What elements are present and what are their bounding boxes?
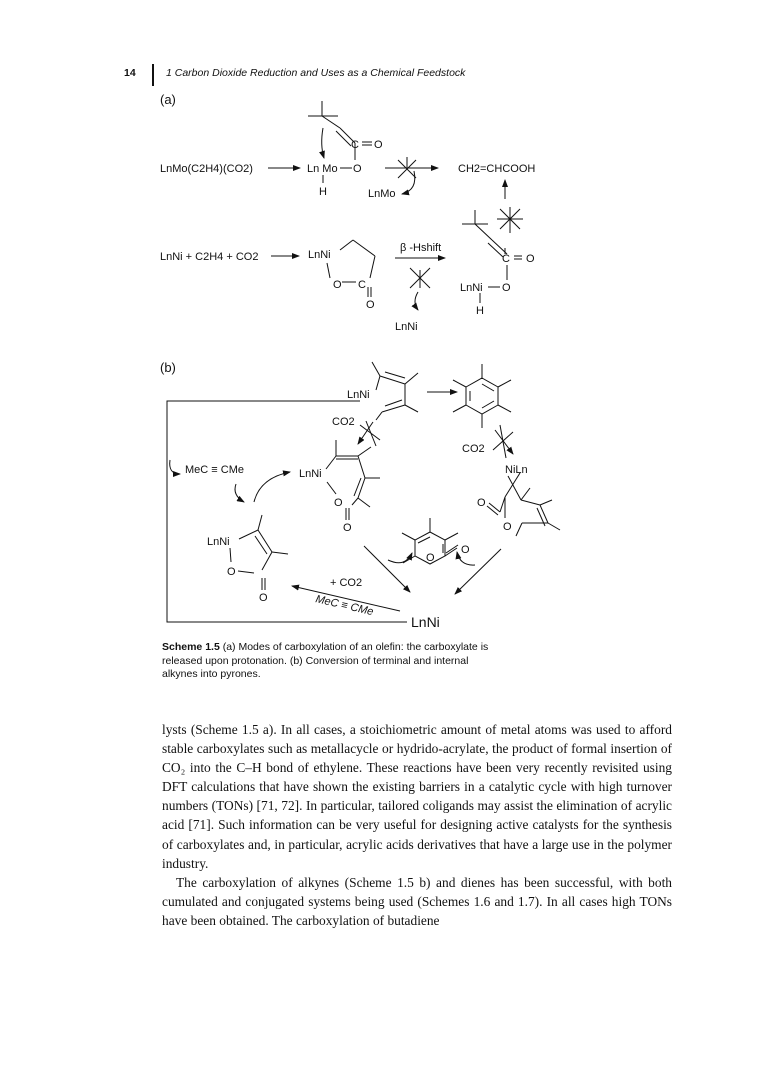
a1-oxygen: O	[353, 163, 362, 175]
b-seven-ring-metal: LnNi	[299, 468, 322, 480]
a1-recycled: LnMo	[368, 188, 396, 200]
a2-hydride: H	[476, 305, 484, 317]
b-five-ring-oxygen: O	[227, 566, 236, 578]
a2-shift-label: β -Hshift	[400, 242, 442, 254]
b-alkyne: MeC ≡ CMe	[185, 464, 244, 476]
a2-hydrido-metal: LnNi	[460, 282, 483, 294]
a2-hydrido-carbonyl-oxygen: O	[526, 253, 535, 265]
a1-mo-center: Ln Mo	[307, 163, 338, 175]
b-eta4-exo-oxygen: O	[477, 497, 486, 509]
a2-exo-oxygen: O	[366, 299, 375, 311]
b-eta4-ring-oxygen: O	[503, 521, 512, 533]
body-text	[162, 720, 672, 930]
a1-start: LnMo(C2H4)(CO2)	[160, 163, 253, 175]
b-seven-ring-exo-oxygen: O	[343, 522, 352, 534]
panel-a-label: (a)	[160, 92, 176, 107]
a2-recycled: LnNi	[395, 321, 418, 333]
a2-start: LnNi + C2H4 + CO2	[160, 251, 259, 263]
body-paragraph-2: The carboxylation of alkynes (Scheme 1.5 b) and dienes has been successful, with both cumulated and conjugated systems being used (Schemes 1.6 and 1.7). In all cases high TONs have been obtained. The carboxylation of butadiene	[162, 874, 672, 928]
a1-hydride: H	[319, 186, 327, 198]
b-pyrone-ring-oxygen: O	[426, 552, 435, 564]
b-five-ring-exo-oxygen: O	[259, 592, 268, 604]
b-arrow-lower-label: MeC ≡ CMe	[314, 593, 375, 619]
a1-carbonyl-oxygen: O	[374, 139, 383, 151]
b-catalyst: LnNi	[411, 614, 440, 630]
scheme-caption	[162, 641, 502, 682]
a2-ring-oxygen: O	[333, 279, 342, 291]
page-number: 14	[124, 67, 136, 79]
b-co2-left: CO2	[332, 416, 355, 428]
b-ni-cyclopentadiene-metal: LnNi	[347, 389, 370, 401]
a2-hydrido-carbon: C	[502, 253, 510, 265]
a1-carbonyl-carbon: C	[351, 139, 359, 151]
body-paragraph-1: lysts (Scheme 1.5 a). In all cases, a stoichiometric amount of metal atoms was used to afford stable carboxylates such as metallacycle or hydrido-acrylate, the product of formal insertion of CO₂ into the C–H bond of ethylene. These reactions have been very recently revisited using DFT calculations that have shown the existing barriers in a catalytic cycle with high turnover numbers (TONs) [71, 72]. In particular, tailored coligands may assist the elimination of acrylic acid [71]. Such information can be very useful for designing active catalysts for the synthesis of carboxylates and, in particular, acrylic acids derivatives that have a large use in the polymer industry.	[162, 722, 672, 871]
b-co2-right: CO2	[462, 443, 485, 455]
a2-hydrido-oxygen: O	[502, 282, 511, 294]
running-title: 1 Carbon Dioxide Reduction and Uses as a Chemical Feedstock	[166, 67, 466, 79]
b-arrow-upper-label: + CO2	[330, 577, 363, 589]
b-seven-ring-oxygen: O	[334, 497, 343, 509]
caption-text: (a) Modes of carboxylation of an olefin: the carboxylate is released upon protonation. (b) Conversion of terminal and internal alkynes into pyrones.	[162, 641, 489, 680]
panel-b-label: (b)	[160, 360, 176, 375]
caption-label: Scheme 1.5	[162, 641, 220, 653]
b-pyrone-exo-oxygen: O	[461, 544, 470, 556]
a1-product: CH2=CHCOOH	[458, 163, 536, 175]
a2-ring-carbon: C	[358, 279, 366, 291]
b-eta4-metal: NiLn	[505, 464, 528, 476]
a2-metal: LnNi	[308, 249, 331, 261]
b-five-ring-metal: LnNi	[207, 536, 230, 548]
scheme-labels	[160, 92, 535, 630]
